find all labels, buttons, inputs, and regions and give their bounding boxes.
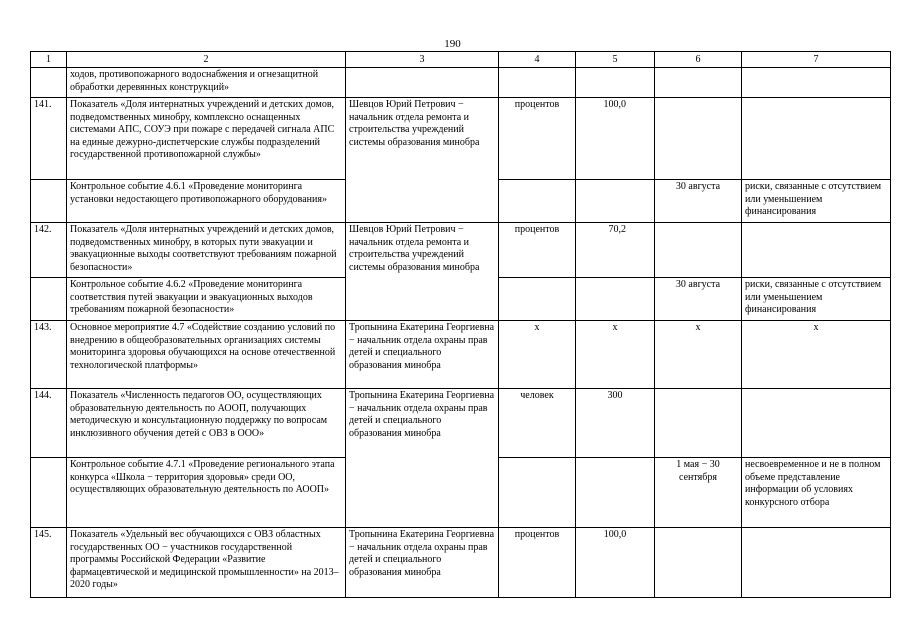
responsible-person: Шевцов Юрий Петрович − начальник отдела ремонта и строительства учреждений системы образования минобра	[346, 223, 499, 321]
row-number: 142.	[31, 223, 67, 278]
cell	[499, 458, 576, 528]
table-row	[31, 223, 891, 278]
column-header: 6	[655, 52, 742, 68]
cell	[655, 223, 742, 278]
row-number	[31, 278, 67, 321]
cell	[576, 458, 655, 528]
indicator-text: Показатель «Удельный вес обучающихся с ОВЗ областных государственных ОО − участников государственной программы Российской Федерации «Развитие фармацевтической и медицинской промышленности» на 2013–2020 годы»	[67, 528, 346, 598]
mark-x: x	[576, 321, 655, 389]
column-header: 2	[67, 52, 346, 68]
unit: процентов	[499, 98, 576, 180]
column-header: 3	[346, 52, 499, 68]
column-header: 5	[576, 52, 655, 68]
row-number: 141.	[31, 98, 67, 180]
table-row	[31, 389, 891, 458]
responsible-person: Тропынина Екатерина Георгиевна − начальник отдела охраны прав детей и специального образования минобра	[346, 389, 499, 528]
event-risk: несвоевременное и не в полном объеме представление информации об условиях конкурсного отбора	[742, 458, 891, 528]
table-row	[31, 68, 891, 98]
mark-x: x	[742, 321, 891, 389]
cell	[742, 223, 891, 278]
cell	[499, 180, 576, 223]
value: 70,2	[576, 223, 655, 278]
responsible-person: Тропынина Екатерина Георгиевна − начальник отдела охраны прав детей и специального образования минобра	[346, 528, 499, 598]
value: 300	[576, 389, 655, 458]
cell	[655, 528, 742, 598]
value: 100,0	[576, 98, 655, 180]
responsible-person: Шевцов Юрий Петрович − начальник отдела ремонта и строительства учреждений системы образования минобра	[346, 98, 499, 223]
control-event-text: Контрольное событие 4.7.1 «Проведение регионального этапа конкурса «Школа − территория здоровья» среди ОО, осуществляющих образовательную деятельность по АООП»	[67, 458, 346, 528]
document-table	[30, 51, 891, 598]
cell	[576, 180, 655, 223]
column-header: 7	[742, 52, 891, 68]
cell	[742, 68, 891, 98]
cell	[742, 389, 891, 458]
cell	[655, 68, 742, 98]
cell	[499, 68, 576, 98]
row-number: 144.	[31, 389, 67, 458]
unit: процентов	[499, 528, 576, 598]
row-number	[31, 458, 67, 528]
indicator-text: Показатель «Доля интернатных учреждений и детских домов, подведомственных минобру, в которых пути эвакуации и эвакуационные выходы соответствуют требованиям пожарной безопасности»	[67, 223, 346, 278]
unit: человек	[499, 389, 576, 458]
control-event-text: Контрольное событие 4.6.2 «Проведение мониторинга соответствия путей эвакуации и эвакуационных выходов требованиям пожарной безопасности»	[67, 278, 346, 321]
table-row	[31, 528, 891, 598]
cell	[655, 389, 742, 458]
responsible-person: Тропынина Екатерина Георгиевна − начальник отдела охраны прав детей и специального образования минобра	[346, 321, 499, 389]
cell	[576, 68, 655, 98]
cell	[742, 98, 891, 180]
event-date: 1 мая − 30 сентября	[655, 458, 742, 528]
control-event-text: Контрольное событие 4.6.1 «Проведение мониторинга установки недостающего противопожарного оборудования»	[67, 180, 346, 223]
mark-x: x	[655, 321, 742, 389]
value: 100,0	[576, 528, 655, 598]
event-date: 30 августа	[655, 278, 742, 321]
table-row	[31, 321, 891, 389]
column-header-row	[31, 52, 891, 68]
row-number	[31, 180, 67, 223]
cell	[346, 68, 499, 98]
indicator-text: Показатель «Доля интернатных учреждений и детских домов, подведомственных минобру, комплексно оснащенных системами АПС, СОУЭ при пожаре с передачей сигнала АПС на единые дежурно-диспетчерские службы подразделений государственной противопожарной службы»	[67, 98, 346, 180]
row-number	[31, 68, 67, 98]
activity-text: Основное мероприятие 4.7 «Содействие созданию условий по внедрению в общеобразовательных организациях системы мониторинга здоровья обучающихся на основе отечественной технологической платформы»	[67, 321, 346, 389]
column-header: 4	[499, 52, 576, 68]
event-risk: риски, связанные с отсутствием или уменьшением финансирования	[742, 278, 891, 321]
event-risk: риски, связанные с отсутствием или уменьшением финансирования	[742, 180, 891, 223]
row-number: 143.	[31, 321, 67, 389]
cell	[576, 278, 655, 321]
page-number: 190	[444, 38, 461, 50]
column-header: 1	[31, 52, 67, 68]
row-number: 145.	[31, 528, 67, 598]
indicator-text: Показатель «Численность педагогов ОО, осуществляющих образовательную деятельность по АООП, получающих методическую и консультационную поддержку по вопросам инклюзивного обучения детей с ОВЗ в ООО»	[67, 389, 346, 458]
event-date: 30 августа	[655, 180, 742, 223]
unit: процентов	[499, 223, 576, 278]
table-row	[31, 98, 891, 180]
mark-x: x	[499, 321, 576, 389]
cell	[499, 278, 576, 321]
continuation-text: ходов, противопожарного водоснабжения и огнезащитной обработки деревянных конструкций»	[67, 68, 346, 98]
cell	[742, 528, 891, 598]
cell	[655, 98, 742, 180]
